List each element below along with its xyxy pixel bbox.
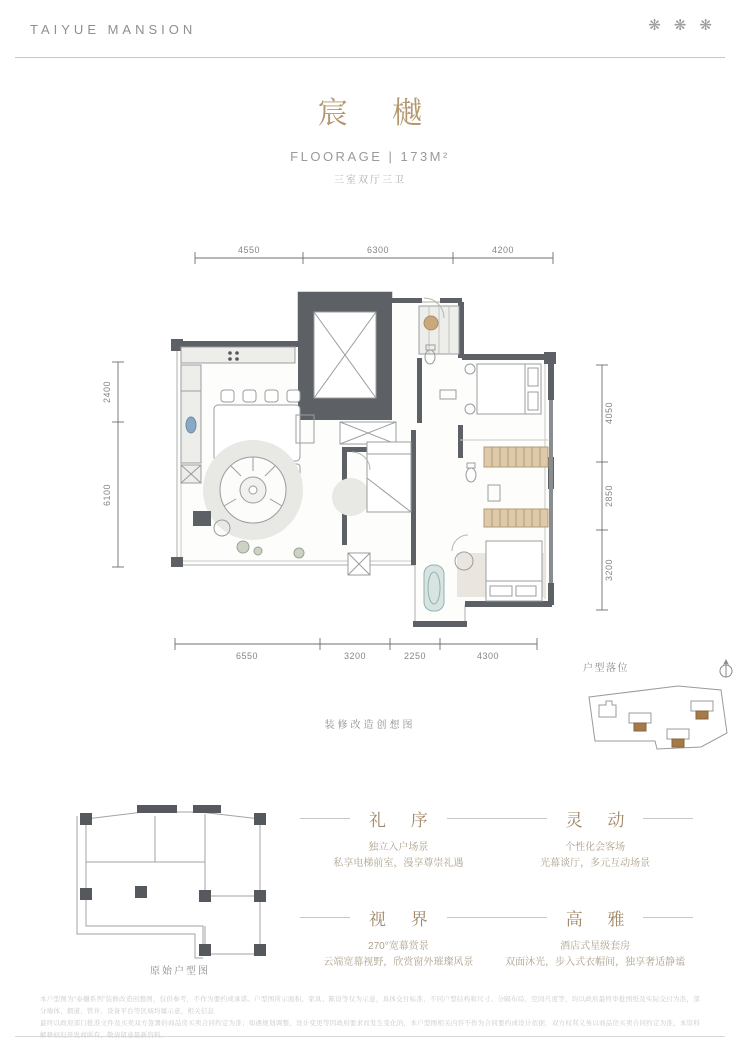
divider — [300, 818, 350, 819]
header-ornaments — [648, 16, 712, 34]
dim-label-left: 2400 — [102, 380, 112, 404]
feature-line: 光幕谈厅，多元互动场景 — [540, 857, 651, 869]
floorage-line: FLOORAGE | 173M² — [290, 149, 450, 164]
feature-block-shijie — [300, 905, 497, 970]
dim-label-bottom: 2250 — [403, 651, 427, 661]
dim-label-top: 4550 — [237, 245, 261, 255]
knot-ornament-icon: ❋ — [699, 17, 712, 34]
feature-block-lingdong — [497, 806, 694, 871]
unit-locator — [583, 659, 733, 764]
feature-title: 视 界 — [369, 910, 438, 929]
divider — [447, 818, 497, 819]
feature-line: 酒店式星级套房 — [560, 941, 631, 952]
room-config: 三室双厅三卫 — [334, 175, 406, 186]
brand-logo: TAIYUE MANSION — [30, 22, 197, 37]
dim-label-top: 6300 — [366, 245, 390, 255]
disclaimer-line: 最终以政府部门批准文件及买卖双方签署的商品房买卖合同约定为准；如遇规划调整、设计变更等因政府要求而发生变化的，本户型图相关内容不作为合同要约或设计依据，双方权利义务以商品房买卖合同约定为准，本资料解释权归开发商所有，敬请留意最新资料。 — [40, 1020, 700, 1039]
divider — [643, 818, 693, 819]
site-plan-map — [583, 681, 733, 759]
dim-label-right: 3200 — [604, 558, 614, 582]
feature-title: 灵 动 — [565, 811, 635, 830]
divider — [497, 917, 547, 918]
dim-label-bottom: 4300 — [476, 651, 500, 661]
dim-label-top: 4200 — [491, 245, 515, 255]
dim-label-right: 4050 — [604, 401, 614, 425]
footer-divider — [15, 1036, 725, 1037]
legal-disclaimer — [40, 994, 700, 1042]
dim-label-right: 2850 — [604, 484, 614, 508]
locator-label: 户型落位 — [583, 663, 629, 674]
feature-line: 独立入户场景 — [368, 842, 429, 853]
original-plan-columns — [80, 805, 266, 956]
knot-ornament-icon: ❋ — [648, 17, 661, 34]
north-arrow-icon — [719, 659, 733, 679]
feature-line: 私享电梯前室，漫享尊崇礼遇 — [333, 857, 464, 869]
feature-line: 个性化会客场 — [565, 842, 626, 853]
divider — [300, 917, 350, 918]
dim-label-bottom: 6550 — [235, 651, 259, 661]
feature-title: 礼 序 — [369, 811, 438, 830]
disclaimer-line: 本户型图为“泰樾系列”装修改造创想图，仅供参考，不作为要约或承诺。户型图所示面积、家具、陈设等仅为示意，具体交付标准、不同户型结构和尺寸、分隔布局、空间尺度等，均以政府最终审批图纸及实际交付为准，部分墙体、烟道、管井、设备平台等区域均属示意，相关信息 — [40, 996, 700, 1015]
plan-caption: 装修改造创想图 — [324, 720, 416, 731]
divider — [643, 917, 693, 918]
feature-title: 高 雅 — [565, 910, 635, 929]
dim-label-left: 6100 — [102, 483, 112, 507]
feature-line: 双面沐光，步入式衣帽间，独享奢适静谧 — [505, 956, 686, 968]
feature-line: 270°宽幕赏景 — [368, 941, 429, 952]
feature-line: 云端宽幕视野，欣赏窗外璀璨风景 — [323, 956, 474, 968]
original-floor-plan — [55, 786, 305, 961]
feature-grid — [300, 806, 686, 970]
unit-title: 宸 樾 — [317, 97, 441, 130]
knot-ornament-icon: ❋ — [673, 17, 687, 34]
divider — [447, 917, 497, 918]
feature-block-lixu — [300, 806, 497, 871]
right-window-wall — [549, 400, 553, 583]
header-divider — [15, 57, 725, 58]
divider — [497, 818, 547, 819]
dim-label-bottom: 3200 — [343, 651, 367, 661]
original-plan-caption: 原始户型图 — [150, 966, 210, 977]
foyer — [419, 298, 459, 354]
feature-block-gaoya — [497, 905, 694, 970]
